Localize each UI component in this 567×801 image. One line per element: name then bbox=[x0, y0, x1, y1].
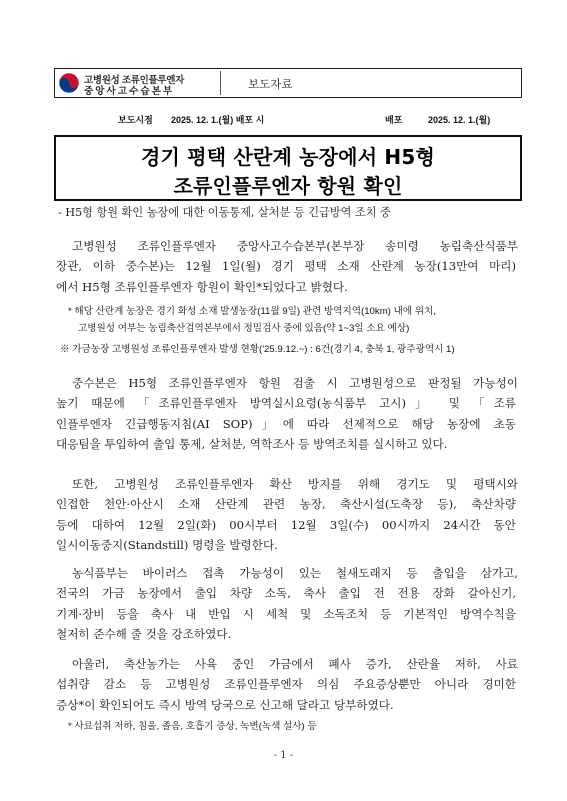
paragraph-line: 기계·장비 등을 축사 내 반입 시 세척 및 소독조치 등 기본적인 방역수칙을 bbox=[56, 606, 516, 621]
footnote-symptoms: * 사료섭취 저하, 침울, 졸음, 호흡기 증상, 녹변(녹색 설사) 등 bbox=[68, 721, 317, 732]
taegeuk-emblem-icon bbox=[58, 72, 80, 94]
paragraph-line: 에서 H5형 조류인플루엔자 항원이 확인*되었다고 밝혔다. bbox=[56, 279, 348, 294]
paragraph-2 bbox=[72, 373, 518, 394]
press-release-label: 보도자료 bbox=[248, 79, 293, 91]
release-time-label: 보도시점 bbox=[118, 115, 153, 125]
paragraph-line: 증상*이 확인되어도 즉시 방역 당국으로 신고해 달라고 당부하였다. bbox=[56, 697, 394, 712]
paragraph-5-cont bbox=[56, 674, 516, 715]
paragraph-line: 장관, 이하 중수본)는 12월 1일(월) 경기 평택 소재 산란계 농장(13만여 마리) bbox=[56, 259, 516, 273]
page-title-line2: 조류인플루엔자 항원 확인 bbox=[173, 174, 403, 198]
footnote-1-line1: * 해당 산란계 농장은 경기 화성 소재 발생농장(11월 9일) 관련 방역지역(10km) 내에 위치, bbox=[68, 306, 436, 317]
paragraph-line: 고병원성 조류인플루엔자 중앙사고수습본부(본부장 송미령 농림축산식품부 bbox=[72, 239, 518, 253]
paragraph-line: 인접한 천안·아산시 소재 산란계 관련 농장, 축산시설(도축장 등), 축산차량 bbox=[56, 497, 516, 511]
paragraph-line: 아울러, 축산농가는 사육 중인 가금에서 폐사 증가, 산란율 저하, 사료 bbox=[72, 657, 518, 671]
release-time-value: 2025. 12. 1.(월) 배포 시 bbox=[171, 115, 265, 125]
distribution-label: 배포 bbox=[385, 115, 403, 125]
paragraph-1-cont bbox=[56, 256, 516, 297]
paragraph-5 bbox=[72, 654, 518, 675]
paragraph-line: 대응팀을 투입하여 출입 통제, 살처분, 역학조사 등 방역조치를 실시하고 있다. bbox=[56, 437, 448, 451]
paragraph-1 bbox=[72, 236, 518, 257]
paragraph-line: 전국의 가금 농장에서 출입 차량 소독, 축사 출입 전 전용 장화 갈아신기, bbox=[56, 586, 516, 600]
page-number: - 1 - bbox=[273, 750, 294, 761]
paragraph-line: 인플루엔자 긴급행동지침(AI SOP)」에 따라 선제적으로 해당 농장에 초동 bbox=[56, 416, 516, 431]
paragraph-3-cont bbox=[56, 494, 516, 556]
footnote-outbreak-status: ※ 가금농장 고병원성 조류인플루엔자 발생 현황('25.9.12.~) : 6건(경기 4, 충북 1, 광주광역시 1) bbox=[60, 344, 455, 355]
paragraph-line: 또한, 고병원성 조류인플루엔자 확산 방지를 위해 경기도 및 평택시와 bbox=[72, 477, 518, 491]
org-name-line2: 중앙사고수습본부 bbox=[84, 86, 175, 97]
page-title-line1: 경기 평택 산란계 농장에서 H5형 bbox=[141, 145, 435, 169]
paragraph-4-cont bbox=[56, 583, 516, 645]
paragraph-line: 등에 대하여 12월 2일(화) 00시부터 12월 3일(수) 00시까지 24시간 동안 bbox=[56, 517, 516, 532]
ministry-logo bbox=[58, 71, 208, 95]
paragraph-2-cont bbox=[56, 393, 516, 455]
paragraph-line: 철저히 준수해 줄 것을 강조하였다. bbox=[56, 627, 232, 641]
paragraph-line: 중수본은 H5형 조류인플루엔자 항원 검출 시 고병원성으로 판정될 가능성이 bbox=[72, 376, 518, 390]
header-divider bbox=[220, 71, 221, 95]
paragraph-line: 높기 때문에 「조류인플루엔자 방역실시요령(농식품부 고시)」 및 「조류 bbox=[56, 396, 516, 410]
paragraph-line: 농식품부는 바이러스 접촉 가능성이 있는 철새도래지 등 출입을 삼가고, bbox=[72, 566, 518, 580]
paragraph-line: 섭취량 감소 등 고병원성 조류인플루엔자 의심 주요증상뿐만 아니라 경미한 bbox=[56, 677, 516, 691]
paragraph-3 bbox=[72, 474, 518, 495]
footnote-1-line2: 고병원성 여부는 농림축산검역본부에서 정밀검사 중에 있음(약 1~3일 소요 예상) bbox=[78, 323, 410, 334]
paragraph-line: 일시이동중지(Standstill) 명령을 발령한다. bbox=[56, 538, 278, 552]
page-subtitle: - H5형 항원 확인 농장에 대한 이동통제, 살처분 등 긴급방역 조치 중 bbox=[58, 206, 391, 219]
distribution-value: 2025. 12. 1.(월) bbox=[428, 115, 491, 125]
paragraph-4 bbox=[72, 563, 518, 584]
org-name-line1: 고병원성 조류인플루엔자 bbox=[84, 75, 184, 86]
